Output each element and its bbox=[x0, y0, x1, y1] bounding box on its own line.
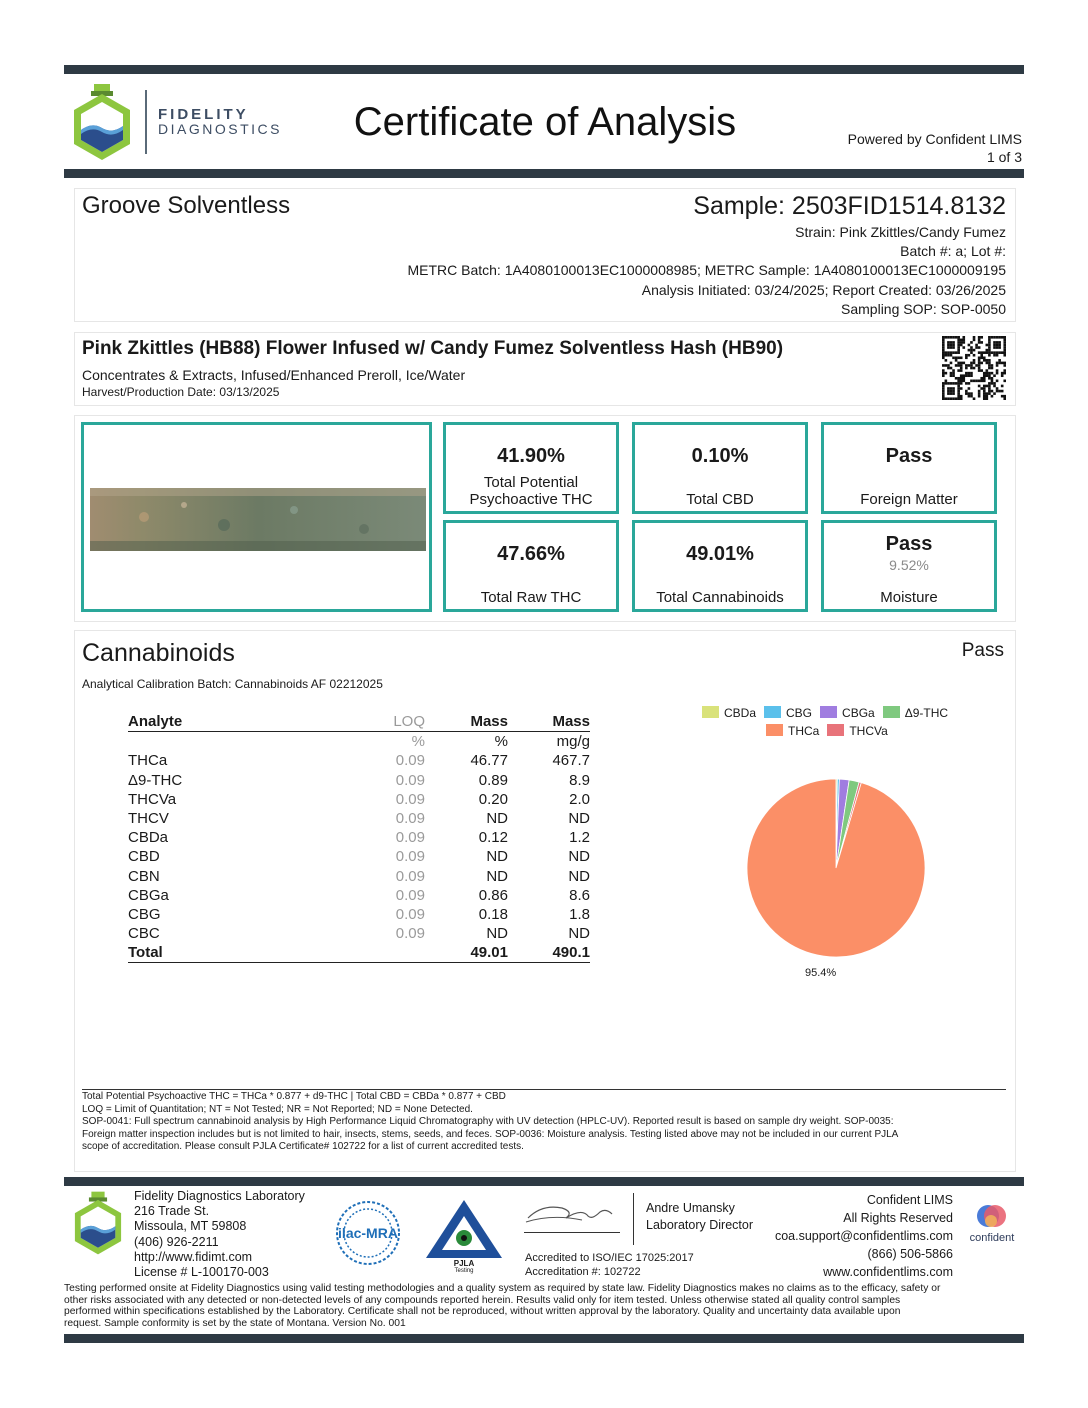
fidelity-logo bbox=[70, 82, 134, 162]
ilac-mra-logo bbox=[328, 1200, 408, 1266]
legend-item bbox=[766, 724, 819, 738]
preroll-photo bbox=[84, 425, 429, 609]
flask-icon bbox=[68, 1190, 128, 1256]
cell-analyte: CBN bbox=[128, 867, 160, 885]
cannabinoids-title: Cannabinoids bbox=[82, 639, 235, 667]
pie-data-label: 95.4% bbox=[805, 967, 837, 979]
summary-label-2: Total Raw THC bbox=[480, 589, 582, 606]
qr-code[interactable] bbox=[942, 336, 1006, 400]
summary-card bbox=[632, 422, 808, 514]
cell-loq: 0.09 bbox=[395, 752, 425, 770]
cell-analyte: Total bbox=[128, 944, 163, 962]
pie-legend bbox=[700, 706, 1000, 742]
legend-label: THCa bbox=[788, 724, 820, 738]
product-name: Pink Zkittles (HB88) Flower Infused w/ Candy Fumez Solventless Hash (HB90) bbox=[82, 338, 784, 359]
unit-loq: % bbox=[411, 733, 425, 751]
cell-analyte: Δ9-THC bbox=[128, 771, 183, 789]
table-row bbox=[128, 809, 590, 828]
lims-info-line: (866) 506-5866 bbox=[867, 1247, 953, 1261]
pjla-logo bbox=[424, 1198, 504, 1280]
legend-swatch bbox=[702, 706, 719, 718]
cell-mass-pct: 0.86 bbox=[478, 886, 508, 904]
summary-value: 47.66% bbox=[497, 543, 565, 565]
table-row bbox=[128, 790, 590, 809]
table-row bbox=[128, 886, 590, 905]
table-row bbox=[128, 905, 590, 924]
summary-card bbox=[821, 422, 997, 514]
disclaimer-line: other risks associated with any detected or non-detected levels of any compounds reported herein. Results valid only for item tested. Unless otherwise stated all quality control samples bbox=[64, 1294, 901, 1306]
sampling-sop: Sampling SOP: SOP-0050 bbox=[841, 301, 1006, 317]
summary-value: Pass bbox=[885, 533, 933, 555]
lims-info-line: www.confidentlims.com bbox=[823, 1265, 953, 1279]
lab-info-line: License # L-100170-003 bbox=[134, 1265, 269, 1280]
legend-swatch bbox=[766, 724, 783, 736]
footer-logo bbox=[68, 1190, 128, 1256]
cell-analyte: CBG bbox=[128, 905, 161, 923]
summary-card bbox=[443, 520, 619, 612]
summary-card bbox=[443, 422, 619, 514]
header-mass-pct: Mass bbox=[470, 713, 508, 731]
header-loq: LOQ bbox=[393, 713, 425, 731]
cell-mass-mg: 490.1 bbox=[552, 944, 590, 962]
cannabinoids-status: Pass bbox=[961, 640, 1004, 661]
disclaimer-line: request. Sample conformity is set by the state of Montana. Version No. 001 bbox=[64, 1318, 406, 1330]
table-total-row bbox=[128, 943, 590, 963]
summary-value: 0.10% bbox=[691, 445, 749, 467]
table-row bbox=[128, 924, 590, 943]
cell-loq: 0.09 bbox=[395, 886, 425, 904]
metrc: METRC Batch: 1A4080100013EC1000008985; METRC Sample: 1A4080100013EC1000009195 bbox=[407, 262, 1006, 278]
lab-info-line: Fidelity Diagnostics Laboratory bbox=[134, 1189, 305, 1203]
table-row bbox=[128, 828, 590, 847]
notes bbox=[82, 1091, 1012, 1154]
disclaimer-line: Testing performed onsite at Fidelity Diagnostics using valid testing methodologies and a quality system as required by state law. Fidelity Diagnostics makes no claims as to the efficacy, safety or bbox=[64, 1283, 941, 1294]
summary-label-2: Total Cannabinoids bbox=[656, 589, 784, 606]
notes-rule bbox=[82, 1089, 1006, 1090]
cell-loq: 0.09 bbox=[395, 867, 425, 885]
header-bottom-bar bbox=[64, 169, 1024, 178]
footer-bottom-bar bbox=[64, 1334, 1024, 1343]
cell-mass-pct: 0.20 bbox=[478, 790, 508, 808]
header-analyte: Analyte bbox=[128, 713, 183, 731]
strain: Strain: Pink Zkittles/Candy Fumez bbox=[795, 224, 1006, 240]
lab-info-line: Missoula, MT 59808 bbox=[134, 1219, 247, 1234]
summary-value: 49.01% bbox=[686, 543, 754, 565]
cell-loq: 0.09 bbox=[395, 848, 425, 866]
cell-mass-mg: ND bbox=[568, 925, 590, 943]
page-title: Certificate of Analysis bbox=[353, 100, 737, 144]
cell-loq: 0.09 bbox=[395, 925, 425, 943]
legend-swatch bbox=[764, 706, 781, 718]
legend-swatch bbox=[883, 706, 900, 718]
summary-sub: 9.52% bbox=[889, 557, 929, 573]
cell-mass-mg: 2.0 bbox=[569, 790, 590, 808]
legend-item bbox=[702, 706, 756, 720]
table-row bbox=[128, 867, 590, 886]
legend-swatch bbox=[827, 724, 844, 736]
logo-divider bbox=[145, 90, 147, 154]
lims-info-line: All Rights Reserved bbox=[843, 1211, 953, 1225]
cell-mass-mg: ND bbox=[568, 867, 590, 885]
summary-label-2: Moisture bbox=[880, 589, 938, 606]
cell-loq: 0.09 bbox=[395, 829, 425, 847]
note-line: Foreign matter inspection includes but is not limited to hair, insects, stems, seeds, and feces. SOP-0036: Moisture analysis. Testing listed above may not be included in our current PJLA bbox=[82, 1128, 899, 1140]
cell-analyte: CBDa bbox=[128, 829, 169, 847]
cell-mass-pct: ND bbox=[486, 810, 508, 828]
signature-divider bbox=[633, 1193, 634, 1245]
accreditation-number: Accreditation #: 102722 bbox=[525, 1266, 641, 1278]
flask-icon bbox=[70, 82, 134, 162]
calibration-batch: Analytical Calibration Batch: Cannabinoids AF 02212025 bbox=[82, 677, 383, 691]
client-name: Groove Solventless bbox=[82, 192, 291, 219]
page-number: 1 of 3 bbox=[986, 149, 1022, 165]
batch-lot: Batch #: a; Lot #: bbox=[900, 243, 1006, 259]
cell-mass-pct: 49.01 bbox=[470, 944, 508, 962]
lab-info-line: 216 Trade St. bbox=[134, 1204, 210, 1219]
cell-mass-mg: 8.6 bbox=[569, 886, 590, 904]
summary-value: Pass bbox=[885, 445, 933, 467]
legend-label: Δ9-THC bbox=[904, 706, 949, 720]
powered-by: Powered by Confident LIMS bbox=[847, 131, 1022, 147]
cell-mass-mg: 467.7 bbox=[552, 752, 590, 770]
table-row bbox=[128, 751, 590, 770]
summary-card bbox=[821, 520, 997, 612]
footer-top-bar bbox=[64, 1177, 1024, 1186]
cell-loq: 0.09 bbox=[395, 810, 425, 828]
cell-mass-pct: 0.89 bbox=[478, 771, 508, 789]
cell-loq: 0.09 bbox=[395, 790, 425, 808]
legend-item bbox=[820, 706, 875, 720]
cell-analyte: THCV bbox=[128, 810, 169, 828]
legend-item bbox=[827, 724, 887, 738]
logo-wordmark-1: FIDELITY bbox=[158, 106, 249, 123]
header-mass-mg: Mass bbox=[552, 713, 590, 731]
cell-mass-pct: 0.12 bbox=[478, 829, 508, 847]
pie-slice-thca bbox=[747, 779, 925, 957]
cell-mass-mg: 1.8 bbox=[569, 905, 590, 923]
legend-item bbox=[883, 706, 948, 720]
signature-line bbox=[524, 1232, 620, 1233]
legend-label: CBGa bbox=[842, 706, 875, 720]
unit-mass-mg: mg/g bbox=[556, 733, 590, 751]
cell-mass-pct: 46.77 bbox=[470, 752, 508, 770]
disclaimer-line: performed within specifications established by the Laboratory. Certificate shall not be reproduced, without written approval by the laboratory. Quality and uncertainty data available upon bbox=[64, 1306, 901, 1318]
cell-analyte: CBD bbox=[128, 848, 160, 866]
director-name: Andre Umansky bbox=[646, 1201, 735, 1215]
note-line: Total Potential Psychoactive THC = THCa * 0.877 + d9-THC | Total CBD = CBDa * 0.877 + CBD bbox=[82, 1091, 506, 1102]
director-title: Laboratory Director bbox=[646, 1218, 753, 1232]
note-line: scope of accreditation. Please consult PJLA Certificate# 102722 for a list of current accredited tests. bbox=[82, 1141, 524, 1153]
cell-mass-mg: ND bbox=[568, 848, 590, 866]
lims-info bbox=[775, 1191, 953, 1281]
disclaimer bbox=[64, 1283, 1026, 1330]
cell-loq: 0.09 bbox=[395, 905, 425, 923]
product-category: Concentrates & Extracts, Infused/Enhanced Preroll, Ice/Water bbox=[82, 367, 466, 383]
summary-label-2: Total CBD bbox=[686, 491, 754, 508]
director-signature bbox=[522, 1198, 618, 1228]
ilac-text: ilac-MRA bbox=[338, 1225, 398, 1241]
cell-mass-pct: 0.18 bbox=[478, 905, 508, 923]
table-row bbox=[128, 771, 590, 790]
legend-label: THCVa bbox=[849, 724, 888, 738]
cell-analyte: THCVa bbox=[128, 790, 177, 808]
sample-id: Sample: 2503FID1514.8132 bbox=[693, 192, 1006, 220]
cell-mass-mg: 8.9 bbox=[569, 771, 590, 789]
harvest-date: Harvest/Production Date: 03/13/2025 bbox=[82, 385, 280, 399]
summary-label-2: Psychoactive THC bbox=[469, 491, 593, 508]
unit-mass-pct: % bbox=[494, 733, 508, 751]
lims-info-line: coa.support@confidentlims.com bbox=[774, 1229, 953, 1243]
cell-analyte: CBC bbox=[128, 925, 160, 943]
cannabinoid-pie-chart bbox=[740, 772, 932, 964]
note-line: SOP-0041: Full spectrum cannabinoid analysis by High Performance Liquid Chromatography with UV detection (HPLC-UV). Reported result is based on sample dry weight. SOP-0035: bbox=[82, 1116, 894, 1128]
legend-swatch bbox=[820, 706, 837, 718]
confident-icon bbox=[962, 1200, 1022, 1232]
cell-analyte: CBGa bbox=[128, 886, 169, 904]
cell-mass-pct: ND bbox=[486, 848, 508, 866]
lims-info-line: Confident LIMS bbox=[866, 1193, 953, 1207]
summary-value: 41.90% bbox=[497, 445, 565, 467]
product-photo-frame bbox=[81, 422, 432, 612]
pjla-sub: Testing bbox=[454, 1268, 474, 1274]
legend-label: CBG bbox=[786, 706, 813, 720]
confident-wordmark: confident bbox=[969, 1232, 1015, 1244]
confident-logo bbox=[962, 1200, 1022, 1250]
cell-mass-mg: 1.2 bbox=[569, 829, 590, 847]
top-bar bbox=[64, 65, 1024, 74]
logo-wordmark-2: DIAGNOSTICS bbox=[158, 121, 282, 137]
analysis-dates: Analysis Initiated: 03/24/2025; Report Created: 03/26/2025 bbox=[641, 282, 1006, 298]
cell-mass-pct: ND bbox=[486, 925, 508, 943]
pjla-text: PJLA bbox=[453, 1259, 475, 1268]
accredited-iso: Accredited to ISO/IEC 17025:2017 bbox=[525, 1252, 694, 1264]
cannabinoids-table bbox=[128, 712, 590, 963]
summary-card bbox=[632, 520, 808, 612]
cell-mass-mg: ND bbox=[568, 810, 590, 828]
lab-info bbox=[134, 1189, 305, 1280]
lab-info-line: http://www.fidimt.com bbox=[134, 1249, 253, 1264]
lab-info-line: (406) 926-2211 bbox=[134, 1234, 219, 1249]
summary-label-2: Foreign Matter bbox=[860, 491, 958, 508]
summary-label-1: Total Potential bbox=[483, 474, 579, 491]
table-row bbox=[128, 847, 590, 866]
cell-analyte: THCa bbox=[128, 752, 168, 770]
cell-mass-pct: ND bbox=[486, 867, 508, 885]
legend-item bbox=[764, 706, 812, 720]
cell-loq: 0.09 bbox=[395, 771, 425, 789]
legend-label: CBDa bbox=[724, 706, 757, 720]
cell-loq bbox=[308, 943, 425, 963]
unit-analyte bbox=[128, 732, 308, 752]
note-line: LOQ = Limit of Quantitation; NT = Not Tested; NR = Not Reported; ND = None Detected. bbox=[82, 1103, 473, 1115]
